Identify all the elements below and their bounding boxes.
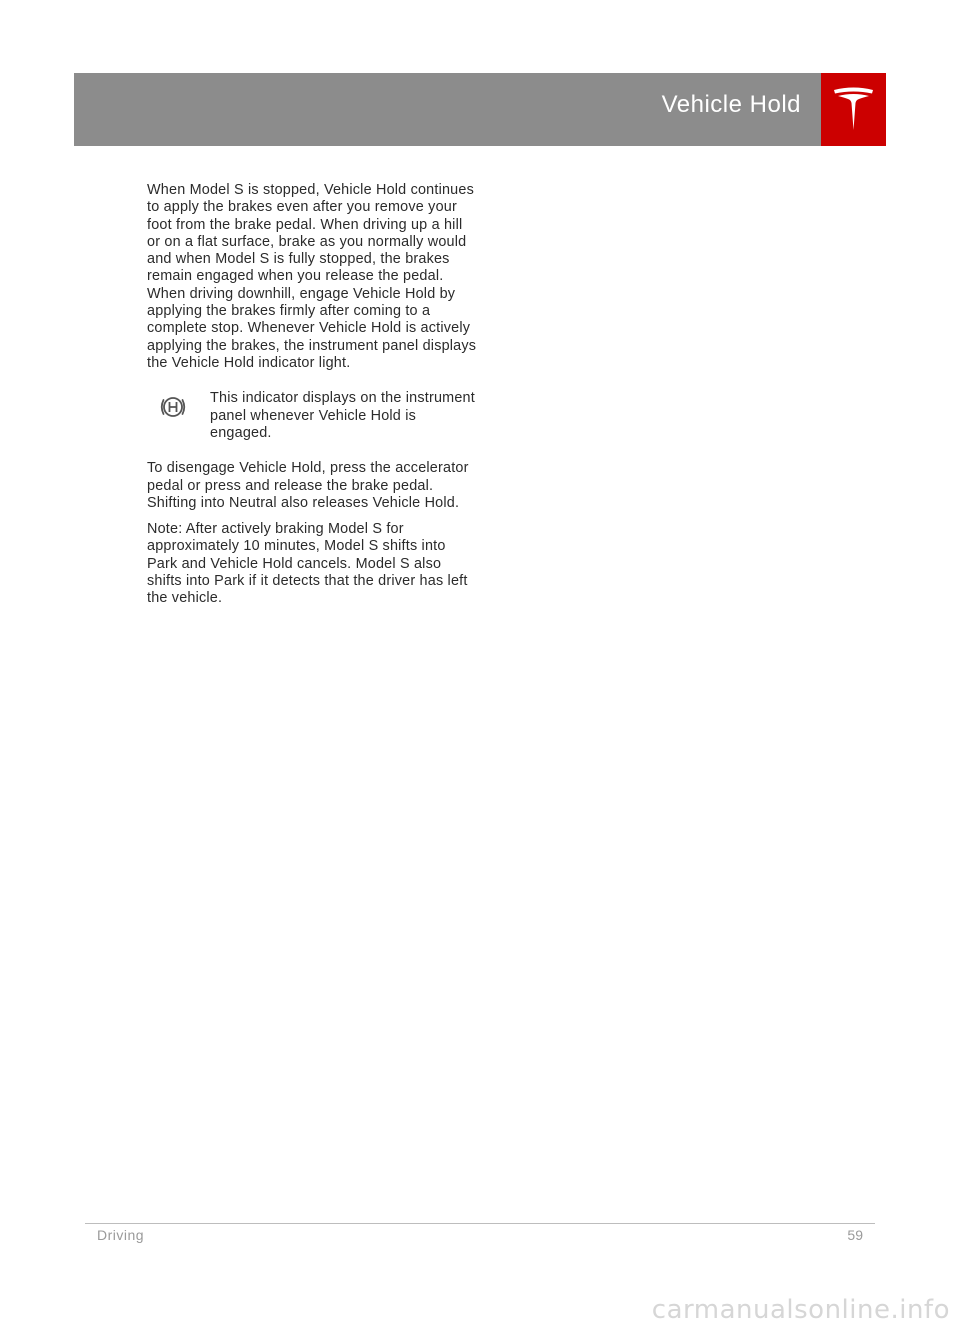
page-title: Vehicle Hold bbox=[661, 91, 801, 118]
header-bar bbox=[74, 73, 821, 146]
footer-section: Driving bbox=[97, 1227, 145, 1243]
main-content bbox=[147, 182, 479, 617]
intro-paragraph: When Model S is stopped, Vehicle Hold continues to apply the brakes even after you remove your foot from the brake pedal. When driving up a hill or on a flat surface, brake as you normally would and when Model S is fully stopped, the brakes remain engaged when you release the pedal. When driving downhill, engage Vehicle Hold by applying the brakes firmly after coming to a complete stop. Whenever Vehicle Hold is actively applying the brakes, the instrument panel displays the Vehicle Hold indicator light. bbox=[147, 182, 477, 371]
footer-divider bbox=[85, 1223, 875, 1224]
tesla-logo-icon bbox=[833, 87, 874, 131]
watermark: carmanualsonline.info bbox=[651, 1295, 950, 1325]
vehicle-hold-indicator-icon bbox=[158, 392, 188, 422]
logo-box bbox=[821, 73, 886, 146]
note-paragraph: Note: After actively braking Model S for approximately 10 minutes, Model S shifts into Park and Vehicle Hold cancels. Model S also shifts into Park if it detects that the driver has left the vehicle. bbox=[147, 521, 468, 607]
page-number: 59 bbox=[847, 1227, 863, 1243]
indicator-description: This indicator displays on the instrument panel whenever Vehicle Hold is engaged. bbox=[210, 390, 475, 441]
disengage-paragraph: To disengage Vehicle Hold, press the accelerator pedal or press and release the brake pedal. Shifting into Neutral also releases Vehicle Hold. bbox=[147, 460, 469, 511]
indicator-block bbox=[147, 390, 479, 442]
